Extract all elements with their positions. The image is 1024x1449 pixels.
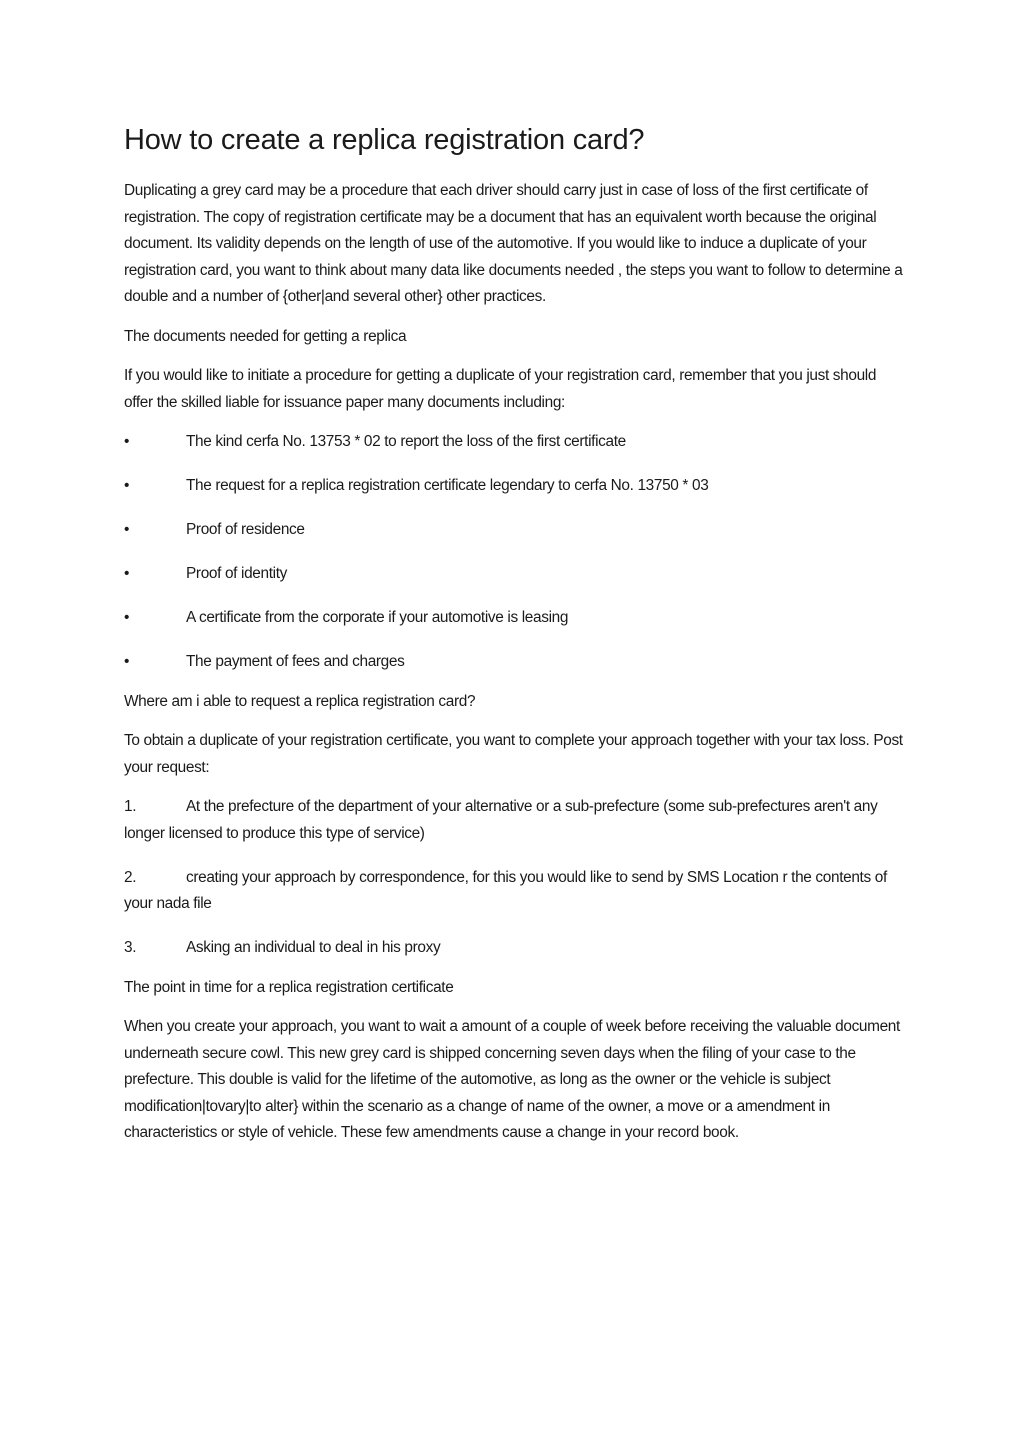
bullet-dot: • [124, 521, 130, 539]
bullet-dot: • [124, 433, 130, 451]
documents-intro-paragraph: If you would like to initiate a procedure for getting a duplicate of your registration card, remember that you just should offer the skilled liable for issuance paper many documents including: [124, 367, 877, 411]
bullet-dot: • [124, 653, 130, 671]
bullet-text: Proof of residence [186, 521, 305, 539]
document-page [124, 122, 904, 1160]
numbered-item [124, 935, 904, 962]
bullet-item [124, 605, 904, 632]
time-heading: The point in time for a replica registration certificate [124, 978, 454, 996]
item-number: 3. [124, 939, 137, 957]
bullet-text: A certificate from the corporate if your automotive is leasing [186, 609, 569, 627]
time-body-paragraph: When you create your approach, you want to wait a amount of a couple of week before receiving the valuable document underneath secure cowl. This new grey card is shipped concerning seven days when the filing of your case to the prefecture. This double is valid for the lifetime of the automotive, as long as the owner or the vehicle is subject modification|tovary|to alter} within the scenario as a change of name of the owner, a move or a amendment in characteristics or style of vehicle. These few amendments cause a change in your record book. [124, 1018, 900, 1142]
bullet-text: The request for a replica registration certificate legendary to cerfa No. 13750 * 03 [186, 477, 709, 495]
bullet-dot: • [124, 609, 130, 627]
bullet-item [124, 429, 904, 456]
item-text: At the prefecture of the department of your alternative or a sub-prefecture (some sub-prefectures aren't any longer licensed to produce this type of service) [124, 798, 878, 842]
bullet-text: The payment of fees and charges [186, 653, 405, 671]
documents-bullet-list [124, 429, 904, 676]
bullet-dot: • [124, 477, 130, 495]
documents-heading: The documents needed for getting a replica [124, 327, 407, 345]
bullet-item [124, 561, 904, 588]
numbered-item [124, 794, 904, 847]
where-intro-paragraph: To obtain a duplicate of your registration certificate, you want to complete your approach together with your tax loss. Post your request: [124, 732, 903, 776]
item-number: 1. [124, 798, 137, 816]
bullet-item [124, 517, 904, 544]
steps-numbered-list [124, 794, 904, 962]
item-text: creating your approach by correspondence, for this you would like to send by SMS Location r the contents of your nada file [124, 868, 887, 913]
item-number: 2. [124, 868, 137, 886]
bullet-item [124, 649, 904, 676]
where-heading: Where am i able to request a replica registration card? [124, 692, 476, 710]
bullet-item [124, 473, 904, 500]
document-title: How to create a replica registration card? [124, 124, 645, 156]
intro-paragraph: Duplicating a grey card may be a procedure that each driver should carry just in case of loss of the first certificate of registration. The copy of registration certificate may be a document that has an equivalent worth because the original document. Its validity depends on the length of use of the automotive. If you would like to induce a duplicate of your registration card, you want to think about many data like documents needed , the steps you want to follow to determine a double and a number of {other|and several other} other practices. [124, 182, 903, 306]
bullet-text: The kind cerfa No. 13753 * 02 to report the loss of the first certificate [186, 433, 626, 451]
item-text: Asking an individual to deal in his proxy [186, 939, 441, 957]
bullet-text: Proof of identity [186, 565, 287, 583]
numbered-item [124, 865, 904, 918]
bullet-dot: • [124, 565, 130, 583]
